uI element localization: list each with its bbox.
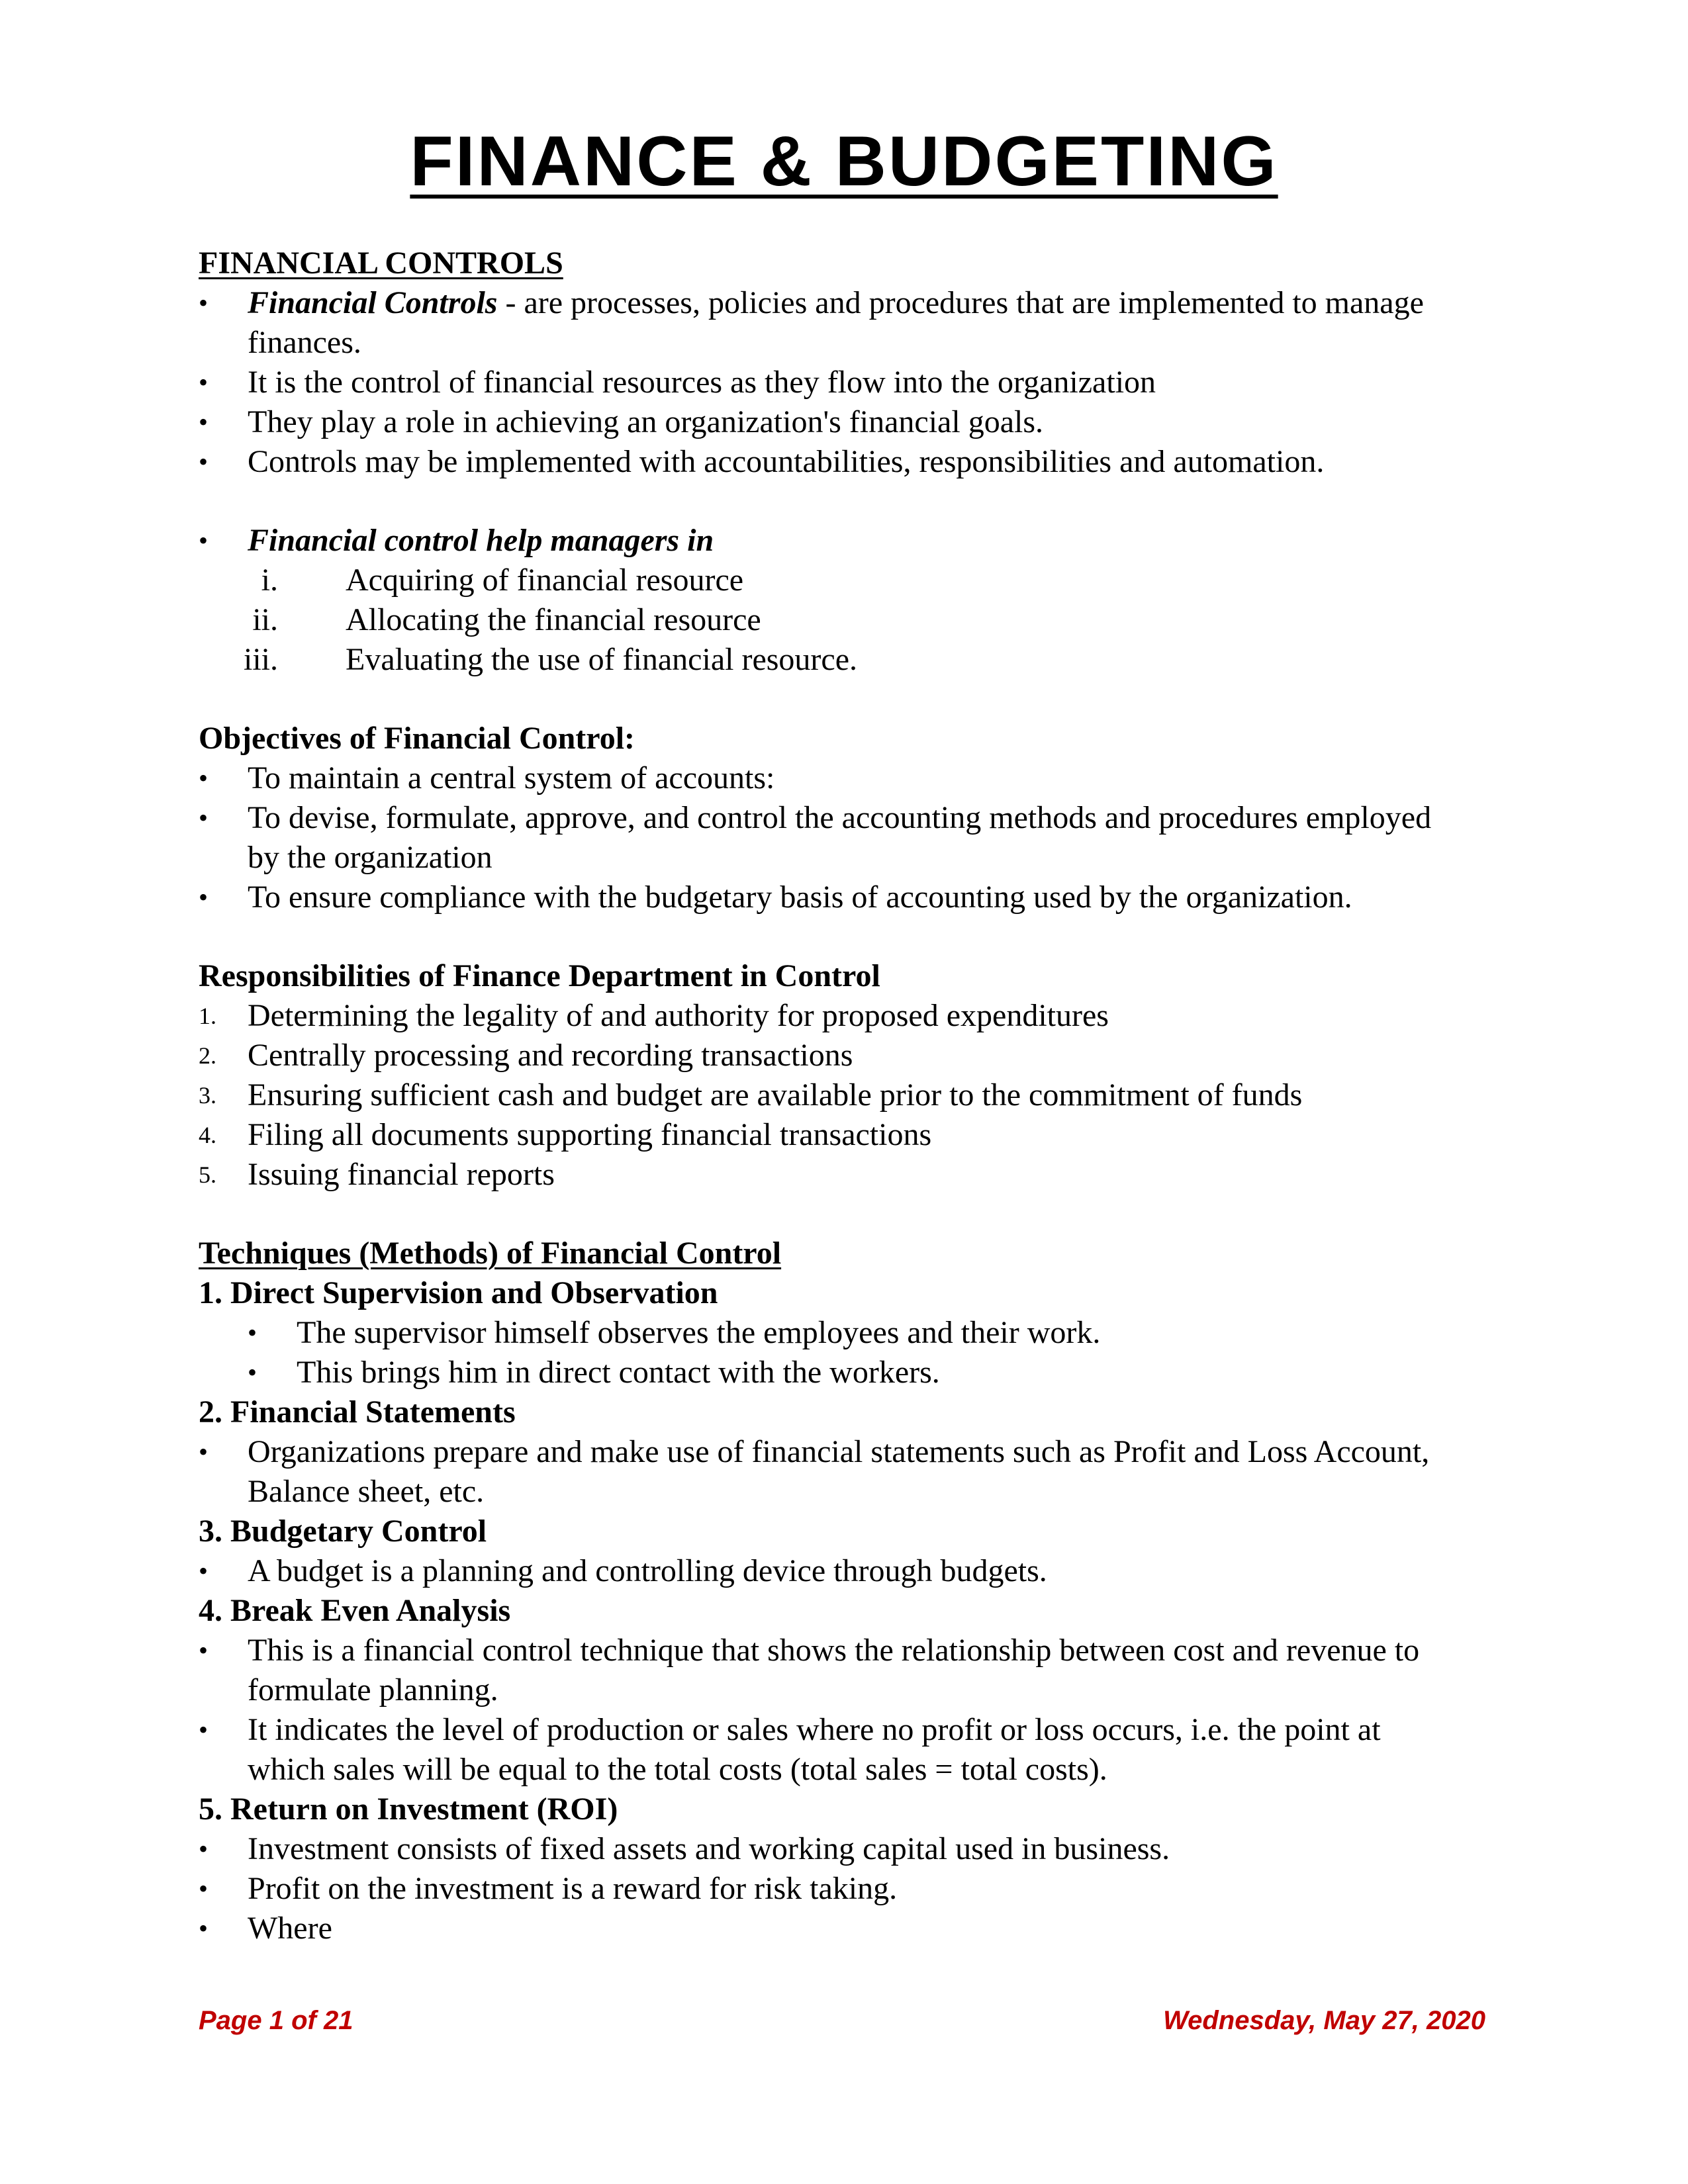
bullet-icon: • [199, 1556, 209, 1586]
section-heading-techniques: Techniques (Methods) of Financial Control [199, 1236, 782, 1271]
list-item: • They play a role in achieving an organization's financial goals. [199, 402, 1496, 442]
list-item: • Where [199, 1909, 1496, 1948]
bullet-icon: • [199, 1834, 209, 1864]
bullet-icon: • [248, 1318, 258, 1347]
subheading-financial-statements: 2. Financial Statements [199, 1394, 516, 1430]
list-item: • This is a financial control technique that shows the relationship between cost and revenue to [199, 1631, 1496, 1670]
bullet-icon: • [199, 1913, 209, 1943]
footer-page-number: Page 1 of 21 [199, 2006, 353, 2035]
bullet-icon: • [199, 288, 209, 318]
list-item: • Investment consists of fixed assets and working capital used in business. [199, 1829, 1496, 1869]
document-body [199, 244, 1496, 1948]
numbered-list-item: 4. Filing all documents supporting financial transactions [199, 1117, 932, 1152]
list-item: • To devise, formulate, approve, and control the accounting methods and procedures employed [199, 798, 1496, 838]
roman-list-item: iii. Evaluating the use of financial resource. [243, 642, 858, 677]
bullet-icon: • [248, 1357, 258, 1387]
list-item-continuation: Balance sheet, etc. [248, 1474, 485, 1509]
list-item-continuation: formulate planning. [248, 1672, 498, 1707]
bullet-icon: • [199, 1715, 209, 1745]
list-item: • Profit on the investment is a reward for risk taking. [199, 1869, 1496, 1909]
section-heading-objectives: Objectives of Financial Control: [199, 721, 635, 756]
list-item: • To maintain a central system of accounts: [199, 758, 1496, 798]
bullet-icon: • [199, 763, 209, 793]
bullet-icon: • [199, 1874, 209, 1903]
bullet-icon: • [199, 367, 209, 397]
roman-list-item: i. Acquiring of financial resource [261, 563, 744, 598]
list-item: • It indicates the level of production or sales where no profit or loss occurs, i.e. the point at [199, 1710, 1496, 1750]
list-item: • Financial Controls - are processes, policies and procedures that are implemented to manage [199, 283, 1496, 323]
bullet-icon: • [199, 1437, 209, 1467]
roman-list-item: ii. Allocating the financial resource [252, 602, 761, 637]
list-item-continuation: which sales will be equal to the total costs (total sales = total costs). [248, 1752, 1107, 1787]
footer-date: Wednesday, May 27, 2020 [1163, 2006, 1485, 2035]
list-item: • This brings him in direct contact with the workers. [199, 1353, 1496, 1392]
list-item: • To ensure compliance with the budgetary basis of accounting used by the organization. [199, 878, 1496, 917]
list-item-continuation: finances. [248, 325, 361, 360]
numbered-list-item: 1. Determining the legality of and authority for proposed expenditures [199, 998, 1109, 1033]
bullet-icon: • [199, 882, 209, 912]
numbered-list-item: 3. Ensuring sufficient cash and budget are available prior to the commitment of funds [199, 1077, 1303, 1113]
subheading-roi: 5. Return on Investment (ROI) [199, 1792, 618, 1827]
bullet-icon: • [199, 407, 209, 437]
subheading-break-even: 4. Break Even Analysis [199, 1593, 511, 1628]
section-heading-financial-controls: FINANCIAL CONTROLS [199, 246, 563, 281]
subheading-direct-supervision: 1. Direct Supervision and Observation [199, 1275, 718, 1310]
bullet-icon: • [199, 803, 209, 833]
subheading-budgetary-control: 3. Budgetary Control [199, 1514, 487, 1549]
bullet-icon: • [199, 525, 209, 555]
numbered-list-item: 2. Centrally processing and recording transactions [199, 1038, 853, 1073]
list-item: • Controls may be implemented with accountabilities, responsibilities and automation. [199, 442, 1496, 482]
numbered-list-item: 5. Issuing financial reports [199, 1157, 555, 1192]
bullet-icon: • [199, 447, 209, 477]
page-title: FINANCE & BUDGETING [410, 121, 1278, 201]
bullet-icon: • [199, 1635, 209, 1665]
list-item-continuation: by the organization [248, 840, 492, 875]
section-heading-responsibilities: Responsibilities of Finance Department in Control [199, 958, 880, 993]
list-item: • It is the control of financial resources as they flow into the organization [199, 363, 1496, 402]
list-item: • The supervisor himself observes the employees and their work. [199, 1313, 1496, 1353]
list-item: • A budget is a planning and controlling device through budgets. [199, 1551, 1496, 1591]
list-item: • Financial control help managers in [199, 521, 1496, 561]
list-item: • Organizations prepare and make use of financial statements such as Profit and Loss Account, [199, 1432, 1496, 1472]
